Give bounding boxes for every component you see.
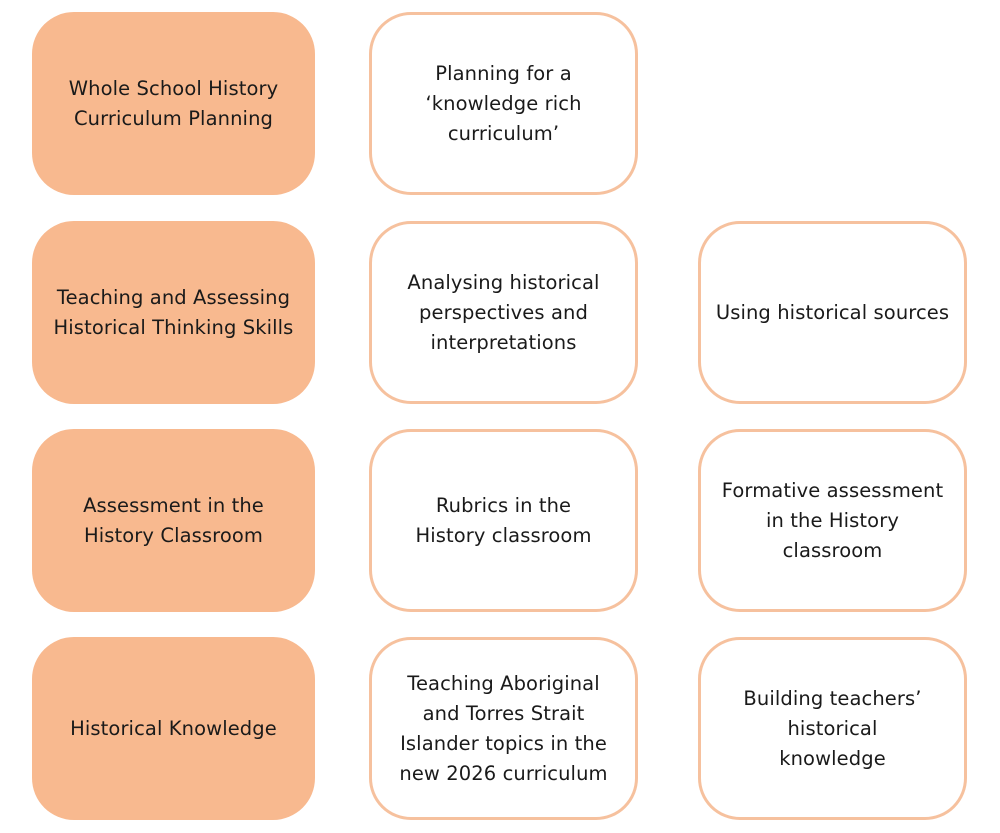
topic-card-aboriginal-torres-strait xyxy=(369,637,638,820)
topic-label: Using historical sources xyxy=(715,300,950,324)
category-card-historical-thinking-skills xyxy=(32,221,315,404)
topic-label: Rubrics in the History classroom xyxy=(415,493,592,547)
category-card-curriculum-planning xyxy=(32,12,315,195)
topic-label: Teaching Aboriginal and Torres Strait Islander topics in the new 2026 curriculum xyxy=(399,671,608,785)
category-label: Whole School History Curriculum Planning xyxy=(68,76,279,130)
category-card-assessment xyxy=(32,429,315,612)
topic-label: Analysing historical perspectives and interpretations xyxy=(407,270,600,354)
topic-card-formative-assessment xyxy=(698,429,967,612)
topic-card-teachers-knowledge xyxy=(698,637,967,820)
topic-label: Building teachers’ historical knowledge xyxy=(743,686,922,770)
category-label: Assessment in the History Classroom xyxy=(83,493,264,547)
topic-card-rubrics xyxy=(369,429,638,612)
topic-card-historical-perspectives xyxy=(369,221,638,404)
topic-card-historical-sources xyxy=(698,221,967,404)
category-card-historical-knowledge xyxy=(32,637,315,820)
category-label: Historical Knowledge xyxy=(70,716,277,740)
topic-label: Planning for a ‘knowledge rich curriculum’ xyxy=(425,61,582,145)
topic-label: Formative assessment in the History classroom xyxy=(721,478,944,562)
category-label: Teaching and Assessing Historical Thinking Skills xyxy=(53,285,294,339)
topic-card-knowledge-rich-curriculum xyxy=(369,12,638,195)
